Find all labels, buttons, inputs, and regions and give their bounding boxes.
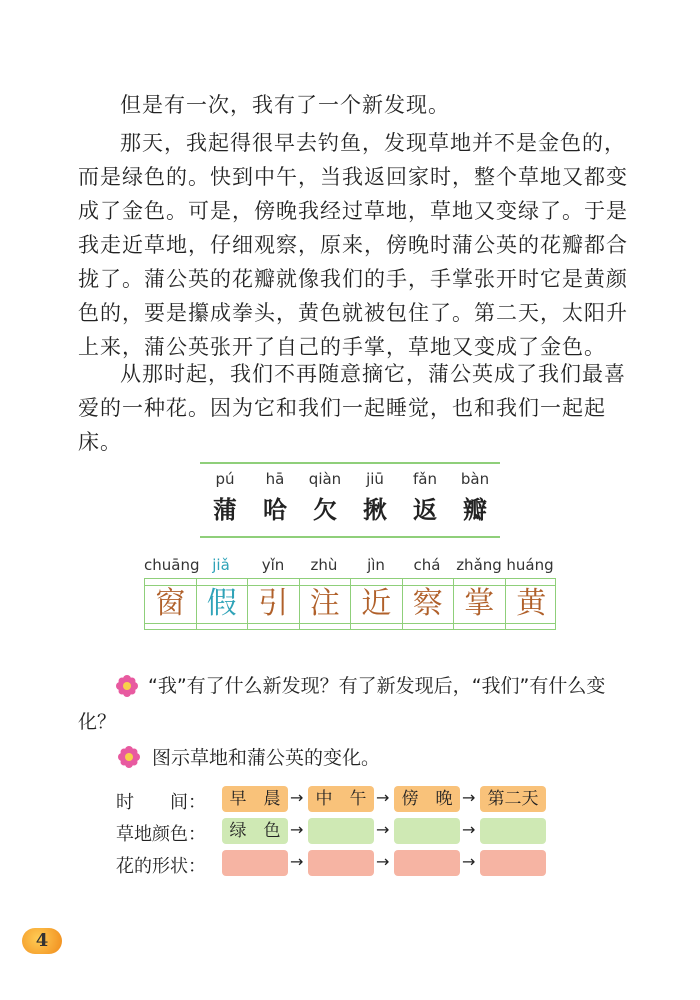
question-1-text: “我”有了什么新发现？有了新发现后，“我们”有什么变化？	[78, 675, 606, 733]
pinyin: qiàn	[308, 470, 342, 488]
arrow-icon: →	[290, 788, 304, 807]
grass-color-blank[interactable]	[394, 818, 460, 844]
time-cell: 早 晨	[222, 786, 288, 812]
time-cell: 傍 晚	[394, 786, 460, 812]
pinyin: chuāng	[144, 556, 200, 574]
paragraph-2: 那天，我起得很早去钓鱼，发现草地并不是金色的，而是绿色的。快到中午，当我返回家时，整个草地又都变成了金色。可是，傍晚我经过草地，草地又变绿了。于是我走近草地，仔细观察，原来，傍晚时蒲公英的花瓣都合拢了。蒲公英的花瓣就像我们的手，手掌张开时它是黄颜色的，要是攥成拳头，黄色就被包住了。第二天，太阳升上来，蒲公英张开了自己的手掌，草地又变成了金色。	[78, 131, 628, 359]
flower-icon	[116, 675, 138, 697]
pinyin: jìn	[367, 556, 385, 574]
question-2-text: 图示草地和蒲公英的变化。	[152, 747, 381, 769]
flower-icon	[118, 746, 140, 768]
grid-cell: 黄	[516, 586, 547, 621]
grass-color-blank[interactable]	[480, 818, 546, 844]
pinyin: jiǎ	[212, 556, 230, 574]
arrow-icon: →	[462, 788, 476, 807]
character: 蒲	[213, 495, 237, 524]
arrow-icon: →	[290, 820, 304, 839]
pinyin: jiū	[366, 470, 384, 488]
time-cell: 中 午	[308, 786, 374, 812]
pinyin: chá	[413, 556, 441, 574]
character: 欠	[313, 495, 337, 524]
pinyin: pú	[215, 470, 235, 488]
arrow-icon: →	[376, 820, 390, 839]
time-cell: 第二天	[480, 786, 546, 812]
pinyin: zhǎng	[456, 556, 502, 574]
arrow-icon: →	[376, 788, 390, 807]
arrow-icon: →	[462, 820, 476, 839]
grid-cell: 察	[403, 579, 455, 629]
pinyin: hā	[265, 470, 285, 488]
row-label-flower: 花的形状：	[116, 856, 206, 877]
character: 揪	[363, 495, 387, 524]
arrow-icon: →	[290, 852, 304, 871]
arrow-icon: →	[376, 852, 390, 871]
flower-shape-blank[interactable]	[480, 850, 546, 876]
paragraph-1: 但是有一次，我有了一个新发现。	[120, 93, 450, 117]
row-label-time: 时 间：	[116, 792, 206, 813]
question-2	[118, 740, 678, 776]
row-label-grass: 草地颜色：	[116, 824, 206, 845]
flower-shape-blank[interactable]	[394, 850, 460, 876]
grid-cell: 掌	[454, 579, 506, 629]
character: 瓣	[463, 495, 487, 524]
grass-color-blank[interactable]	[308, 818, 374, 844]
character: 返	[413, 495, 437, 524]
writing-grid	[144, 578, 556, 630]
pinyin: huáng	[506, 556, 554, 574]
page-number: 4	[22, 928, 62, 954]
arrow-icon: →	[462, 852, 476, 871]
pinyin: bàn	[460, 470, 490, 488]
grid-cell: 引	[248, 579, 300, 629]
question-1	[78, 668, 638, 740]
flower-shape-blank[interactable]	[308, 850, 374, 876]
paragraph-3: 从那时起，我们不再随意摘它，蒲公英成了我们最喜爱的一种花。因为它和我们一起睡觉，也和我们一起起床。	[78, 362, 626, 454]
pinyin: yǐn	[261, 556, 285, 574]
flower-shape-blank[interactable]	[222, 850, 288, 876]
recognize-characters	[200, 462, 500, 538]
write-characters	[140, 556, 560, 636]
grid-cell: 近	[351, 579, 403, 629]
grid-cell: 注	[300, 579, 352, 629]
grid-cell: 假	[197, 579, 249, 629]
grass-color-cell: 绿 色	[222, 818, 288, 844]
pinyin: zhù	[310, 556, 338, 574]
pinyin: fǎn	[413, 470, 437, 488]
character: 哈	[263, 495, 287, 524]
grid-cell: 窗	[145, 579, 197, 629]
